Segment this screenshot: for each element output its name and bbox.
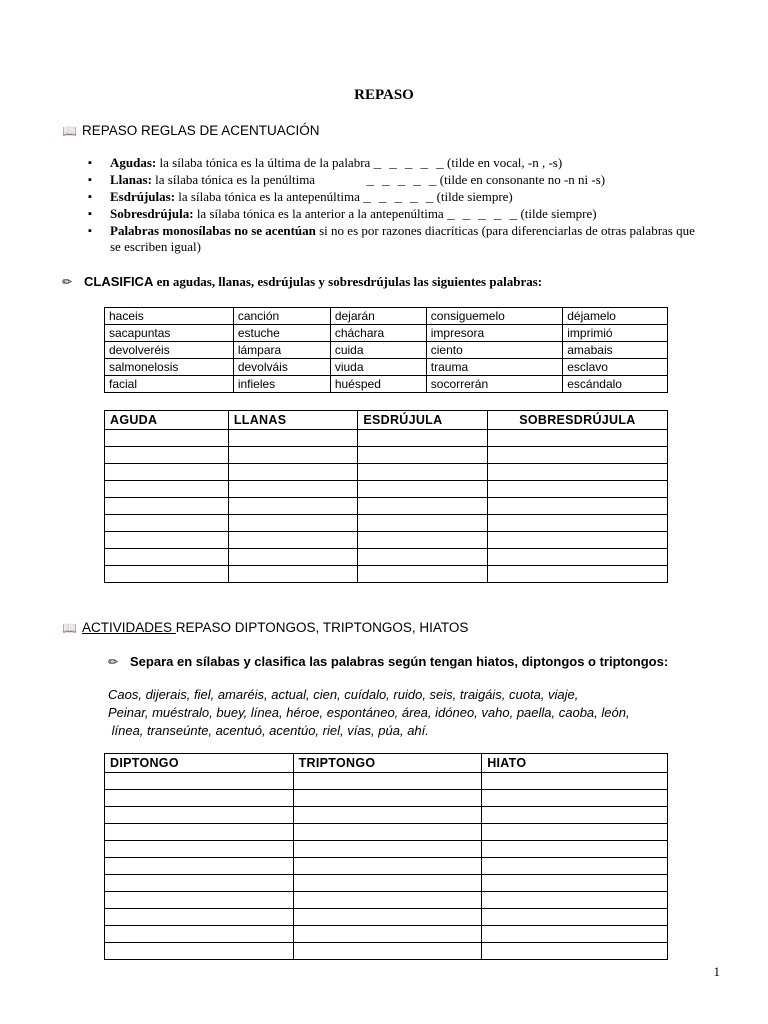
answer-cell[interactable] (293, 841, 482, 858)
answer-cell[interactable] (358, 481, 487, 498)
answer-cell[interactable] (105, 515, 229, 532)
word-cell: cuida (330, 342, 426, 359)
column-header: LLANAS (228, 411, 357, 430)
open-book-icon: 📖 (62, 621, 77, 635)
word-cell: ciento (426, 342, 562, 359)
word-cell: canción (233, 308, 330, 325)
answer-cell[interactable] (105, 447, 229, 464)
table-row (105, 549, 668, 566)
column-header: TRIPTONGO (293, 754, 482, 773)
word-cell: devolveréis (105, 342, 234, 359)
answer-cell[interactable] (105, 498, 229, 515)
answer-cell[interactable] (487, 549, 667, 566)
answer-cell[interactable] (358, 515, 487, 532)
rule-note: (tilde siempre) (517, 206, 597, 221)
answer-cell[interactable] (487, 447, 667, 464)
rule-item-llanas (88, 172, 708, 189)
column-header: AGUDA (105, 411, 229, 430)
rule-note: (tilde siempre) (433, 189, 513, 204)
rule-note: (tilde en vocal, -n , -s) (443, 155, 563, 170)
rule-item-monosilabas (88, 223, 708, 255)
word-list-table (104, 307, 668, 393)
instruction-classify (62, 274, 542, 290)
answer-cell[interactable] (228, 515, 357, 532)
open-book-icon: 📖 (62, 124, 77, 138)
column-header: SOBRESDRÚJULA (487, 411, 667, 430)
table-row (105, 892, 668, 909)
word-cell: devolváis (233, 359, 330, 376)
answer-cell[interactable] (105, 909, 294, 926)
answer-cell[interactable] (482, 892, 668, 909)
answer-cell[interactable] (293, 858, 482, 875)
answer-cell[interactable] (482, 790, 668, 807)
rule-note: (tilde en consonante no -n ni -s) (436, 172, 606, 187)
answer-cell[interactable] (358, 532, 487, 549)
answer-cell[interactable] (358, 498, 487, 515)
answer-cell[interactable] (105, 824, 294, 841)
answer-cell[interactable] (105, 858, 294, 875)
answer-cell[interactable] (105, 943, 294, 960)
answer-cell[interactable] (105, 841, 294, 858)
answer-cell[interactable] (358, 447, 487, 464)
answer-cell[interactable] (105, 464, 229, 481)
table-row (105, 841, 668, 858)
page-number: 1 (713, 964, 720, 979)
word-cell: amabais (563, 342, 668, 359)
answer-cell[interactable] (482, 909, 668, 926)
syllable-pattern: _ _ _ _ _ (366, 173, 437, 188)
table-row (105, 447, 668, 464)
table-row (105, 943, 668, 960)
word-cell: cháchara (330, 325, 426, 342)
answer-cell[interactable] (293, 773, 482, 790)
syllable-pattern: _ _ _ _ _ (446, 207, 518, 222)
answer-cell[interactable] (105, 892, 294, 909)
accentuation-rules-list (88, 155, 708, 255)
answer-cell[interactable] (487, 532, 667, 549)
answer-cell[interactable] (228, 498, 357, 515)
word-lines-block (108, 686, 630, 740)
instruction-prefix: CLASIFICA (84, 274, 154, 289)
rule-term: Agudas: (110, 155, 157, 170)
answer-cell[interactable] (482, 875, 668, 892)
answer-cell[interactable] (482, 824, 668, 841)
answer-cell[interactable] (358, 464, 487, 481)
answer-cell[interactable] (487, 430, 667, 447)
table-row (105, 498, 668, 515)
table-row (105, 325, 668, 342)
answer-cell[interactable] (482, 943, 668, 960)
rule-description: la sílaba tónica es la antepenúltima (175, 189, 364, 204)
answer-cell[interactable] (228, 549, 357, 566)
column-header: ESDRÚJULA (358, 411, 487, 430)
table-row (105, 359, 668, 376)
table-row (105, 909, 668, 926)
table-row (105, 464, 668, 481)
answer-cell[interactable] (358, 566, 487, 583)
answer-cell[interactable] (228, 430, 357, 447)
section-heading-underlined: ACTIVIDADES (82, 620, 176, 635)
table-row (105, 308, 668, 325)
answer-cell[interactable] (482, 807, 668, 824)
word-cell: haceis (105, 308, 234, 325)
rule-description: la sílaba tónica es la anterior a la antepenúltima (193, 206, 447, 221)
word-cell: consiguemelo (426, 308, 562, 325)
answer-cell[interactable] (293, 875, 482, 892)
word-line: Peinar, muéstralo, buey, línea, héroe, espontáneo, área, idóneo, vaho, paella, caoba, león, (108, 705, 630, 720)
word-cell: viuda (330, 359, 426, 376)
word-cell: socorrerán (426, 376, 562, 393)
answer-cell[interactable] (105, 481, 229, 498)
syllable-pattern: _ _ _ _ _ (373, 156, 444, 171)
word-cell: déjamelo (563, 308, 668, 325)
rule-description: la sílaba tónica es la penúltima (151, 172, 319, 187)
answer-cell[interactable] (358, 549, 487, 566)
rule-item-esdrujulas (88, 189, 708, 206)
answer-cell[interactable] (228, 447, 357, 464)
answer-cell[interactable] (105, 875, 294, 892)
answer-cell[interactable] (293, 807, 482, 824)
word-cell: trauma (426, 359, 562, 376)
answer-cell[interactable] (293, 790, 482, 807)
column-header: HIATO (482, 754, 668, 773)
word-cell: escándalo (563, 376, 668, 393)
answer-cell[interactable] (228, 566, 357, 583)
section-heading-label: REPASO REGLAS DE ACENTUACIÓN (82, 123, 320, 138)
table-row (105, 430, 668, 447)
word-cell: facial (105, 376, 234, 393)
answer-cell[interactable] (228, 532, 357, 549)
section-heading-accentuation (62, 123, 320, 138)
instruction-text: Separa en sílabas y clasifica las palabras según tengan hiatos, diptongos o triptongos: (130, 654, 669, 669)
answer-cell[interactable] (293, 926, 482, 943)
pencil-icon: ✏ (62, 275, 73, 289)
rule-term: Llanas: (110, 172, 152, 187)
word-cell: impresora (426, 325, 562, 342)
answer-cell[interactable] (293, 892, 482, 909)
instruction-text: en agudas, llanas, esdrújulas y sobresdrújulas las siguientes palabras: (153, 274, 543, 289)
answer-cell[interactable] (105, 807, 294, 824)
answer-cell[interactable] (105, 549, 229, 566)
table-row (105, 926, 668, 943)
word-cell: estuche (233, 325, 330, 342)
answer-cell[interactable] (487, 464, 667, 481)
answer-cell[interactable] (105, 790, 294, 807)
hiato-classification-table (104, 753, 668, 960)
table-row (105, 342, 668, 359)
answer-cell[interactable] (293, 943, 482, 960)
answer-cell[interactable] (293, 909, 482, 926)
word-cell: dejarán (330, 308, 426, 325)
word-cell: salmonelosis (105, 359, 234, 376)
rule-item-sobresdrujula (88, 206, 708, 223)
answer-cell[interactable] (105, 926, 294, 943)
table-row (105, 773, 668, 790)
word-cell: esclavo (563, 359, 668, 376)
word-cell: infieles (233, 376, 330, 393)
syllable-pattern: _ _ _ _ _ (363, 190, 434, 205)
rule-term: Palabras monosílabas no se acentúan (110, 223, 316, 238)
table-row (105, 790, 668, 807)
word-line: línea, transeúnte, acentuó, acentúo, riel, vías, púa, ahí. (108, 723, 429, 738)
rule-term: Sobresdrújula: (110, 206, 194, 221)
section-heading-label: REPASO DIPTONGOS, TRIPTONGOS, HIATOS (175, 620, 469, 635)
answer-cell[interactable] (487, 481, 667, 498)
table-row (105, 515, 668, 532)
table-row (105, 858, 668, 875)
table-row (105, 807, 668, 824)
answer-cell[interactable] (228, 481, 357, 498)
answer-cell[interactable] (482, 926, 668, 943)
table-row (105, 481, 668, 498)
rule-item-agudas (88, 155, 708, 172)
answer-cell[interactable] (293, 824, 482, 841)
section-heading-diphthongs (62, 620, 468, 635)
instruction-separate (108, 654, 668, 669)
classification-table (104, 410, 668, 583)
pencil-icon: ✏ (108, 655, 119, 669)
table-row (105, 824, 668, 841)
answer-cell[interactable] (482, 841, 668, 858)
rule-description: si no es por razones diacríticas (para diferenciarlas de otras palabras que se escriben igual) (110, 223, 695, 254)
answer-cell[interactable] (105, 532, 229, 549)
answer-cell[interactable] (487, 566, 667, 583)
answer-cell[interactable] (482, 858, 668, 875)
answer-cell[interactable] (487, 515, 667, 532)
page-title: REPASO (354, 87, 414, 103)
answer-cell[interactable] (358, 430, 487, 447)
word-cell: imprimió (563, 325, 668, 342)
table-row (105, 376, 668, 393)
word-cell: sacapuntas (105, 325, 234, 342)
answer-cell[interactable] (482, 773, 668, 790)
answer-cell[interactable] (228, 464, 357, 481)
answer-cell[interactable] (105, 430, 229, 447)
word-cell: lámpara (233, 342, 330, 359)
word-cell: huésped (330, 376, 426, 393)
table-row (105, 566, 668, 583)
rule-description: la sílaba tónica es la última de la palabra (156, 155, 374, 170)
table-row (105, 875, 668, 892)
word-line: Caos, dijerais, fiel, amaréis, actual, cien, cuídalo, ruido, seis, traigáis, cuota, viaje, (108, 687, 579, 702)
answer-cell[interactable] (105, 773, 294, 790)
rule-term: Esdrújulas: (110, 189, 176, 204)
table-row (105, 532, 668, 549)
answer-cell[interactable] (487, 498, 667, 515)
column-header: DIPTONGO (105, 754, 294, 773)
answer-cell[interactable] (105, 566, 229, 583)
